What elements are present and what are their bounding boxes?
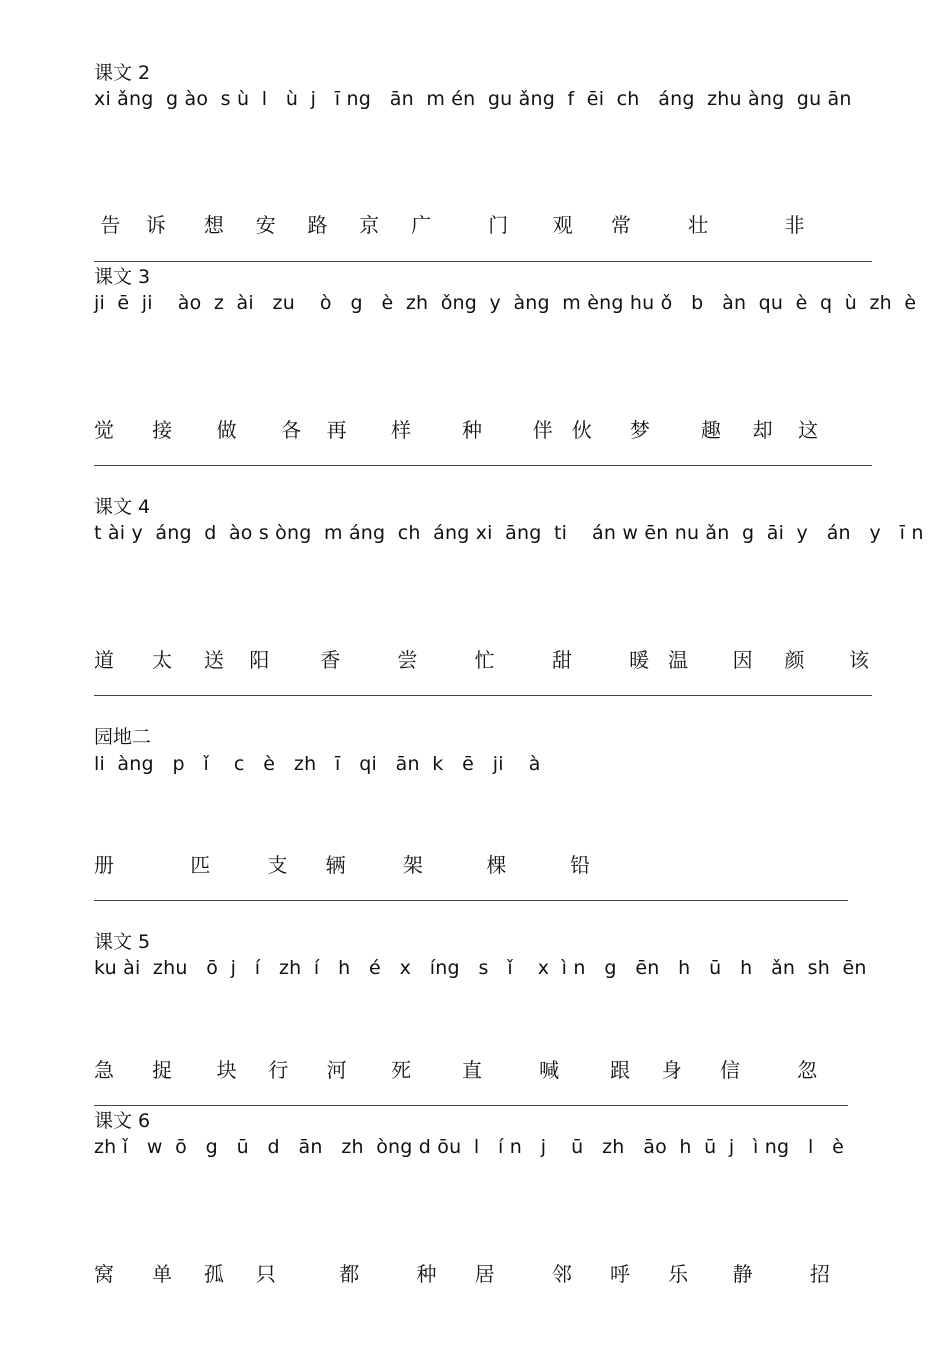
characters-line-lesson-5: 急 捉 块 行 河 死 直 喊 跟 身 信 忽 [94, 1058, 818, 1082]
pinyin-line-lesson-4: t ài y áng d ào s òng m áng ch áng xi āng ti án w ēn nu ǎn g āi y án y ī n [94, 522, 924, 544]
section-title-lesson-4: 课文 4 [94, 496, 151, 518]
pinyin-line-lesson-3: ji ē ji ào z ài zu ò g è zh ǒng y àng m èng hu ǒ b àn qu è q ù zh è [94, 292, 917, 314]
section-title-lesson-6: 课文 6 [94, 1110, 151, 1132]
divider [94, 261, 872, 262]
characters-line-lesson-4: 道 太 送 阳 香 尝 忙 甜 暖 温 因 颜 该 [94, 648, 869, 672]
pinyin-line-lesson-2: xi ǎng g ào s ù l ù j ī ng ān m én gu ǎng f ēi ch áng zhu àng gu ān [94, 88, 852, 110]
characters-line-lesson-6: 窝 单 孤 只 都 种 居 邻 呼 乐 静 招 [94, 1262, 830, 1286]
divider [94, 465, 872, 466]
section-title-garden-2: 园地二 [94, 726, 152, 748]
divider [94, 695, 872, 696]
characters-line-garden-2: 册 匹 支 辆 架 棵 铅 [94, 853, 591, 877]
pinyin-line-lesson-5: ku ài zhu ō j í zh í h é x íng s ǐ x ì n g ēn h ū h ǎn sh ēn [94, 957, 867, 979]
characters-line-lesson-3: 觉 接 做 各 再 样 种 伴 伙 梦 趣 却 这 [94, 418, 819, 442]
section-title-lesson-2: 课文 2 [94, 62, 151, 84]
pinyin-line-lesson-6: zh ǐ w ō g ū d ān zh òng d ōu l í n j ū zh āo h ū j ì ng l è [94, 1136, 845, 1158]
divider [94, 900, 848, 901]
characters-line-lesson-2: 告 诉 想 安 路 京 广 门 观 常 壮 非 [94, 213, 805, 237]
section-title-lesson-5: 课文 5 [94, 931, 151, 953]
section-title-lesson-3: 课文 3 [94, 266, 151, 288]
divider [94, 1105, 848, 1106]
pinyin-line-garden-2: li àng p ǐ c è zh ī qi ān k ē ji à [94, 753, 541, 775]
